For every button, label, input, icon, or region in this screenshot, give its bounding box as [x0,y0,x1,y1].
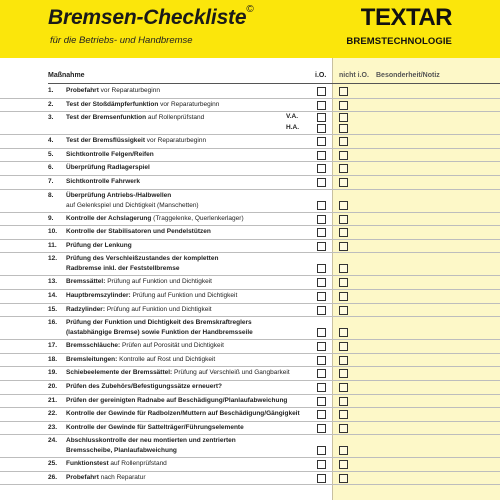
checklist-row [0,304,500,318]
checkbox-nio[interactable] [339,201,348,210]
row-text [66,291,306,301]
checklist-row [0,290,500,304]
row-number: 20. [48,382,58,390]
brand-logo: TEXTAR [360,4,452,31]
row-number: 17. [48,342,58,350]
row-number: 10. [48,228,58,236]
checkbox-nio[interactable] [339,178,348,187]
row-text-bold: Abschlusskontrolle der neu montierten und zentrierten [66,437,236,445]
checkbox-nio[interactable] [339,87,348,96]
checkbox-io[interactable] [317,292,326,301]
row-number: 18. [48,355,58,363]
checkbox-nio[interactable] [339,101,348,110]
row-text-bold: Probefahrt [66,473,99,481]
row-number: 24. [48,437,58,445]
checklist-row [0,381,500,395]
row-text-bold: Radzylinder: [66,305,106,313]
checkbox-nio[interactable] [339,474,348,483]
row-text-bold: Kontrolle der Gewinde für Sattelträger/Führungselemente [66,423,244,431]
checklist-row [0,162,500,176]
row-number: 25. [48,460,58,468]
row-text-bold: Prüfung der Lenkung [66,241,132,249]
row-text [66,396,306,406]
row-number: 12. [48,255,58,263]
checklist-row [0,395,500,409]
row-number: 3. [48,114,54,122]
row-text [66,191,306,211]
row-text-bold: Bremsleitungen: [66,355,118,363]
checklist-row [0,253,500,276]
checkbox-nio[interactable] [339,137,348,146]
checklist-row [0,176,500,190]
row-text-bold: Bremssättel: [66,278,106,286]
row-text-bold: Sichtkontrolle Fahrwerk [66,177,141,185]
row-number: 6. [48,164,54,172]
row-text [66,341,306,351]
checkbox-io[interactable] [317,446,326,455]
checklist-row [0,435,500,458]
checkbox-io[interactable] [317,242,326,251]
row-number: 13. [48,278,58,286]
row-number: 16. [48,319,58,327]
checkbox-nio[interactable] [339,424,348,433]
row-text-bold: Kontrolle der Achslagerung [66,214,152,222]
row-text-rest: (Traggelenke, Querlenkerlager) [151,214,244,222]
row-text-bold: Hauptbremszylinder: [66,291,131,299]
row-text-rest: Prüfung auf Funktion und Dichtigkeit [105,278,212,286]
checkbox-io[interactable] [317,228,326,237]
row-number: 2. [48,100,54,108]
checklist-row [0,99,500,113]
checkbox-nio[interactable] [339,164,348,173]
checklist-row [0,149,500,163]
checkbox-nio[interactable] [339,342,348,351]
checkbox-io[interactable] [317,113,326,122]
row-text [66,318,306,338]
column-header-nio: nicht i.O. [339,72,369,79]
row-text-rest: Prüfen auf Porosität und Dichtigkeit [120,342,224,350]
column-header-note: Besonderheit/Notiz [376,72,440,79]
row-text-line2: Radbremse inkl. der Feststellbremse [66,265,180,273]
row-text-rest: Prüfung auf Funktion und Dichtigkeit [130,291,238,299]
checkbox-io[interactable] [317,424,326,433]
row-text-bold: Prüfen des Zubehörs/Befestigungssätze erneuert? [66,382,223,390]
row-text-line2: Bremsscheibe, Planlaufabweichung [66,447,177,455]
checkbox-nio[interactable] [339,278,348,287]
checkbox-io[interactable] [317,460,326,469]
checkbox-io[interactable] [317,474,326,483]
row-number: 21. [48,396,58,404]
axle-label-front: V.A. [286,113,299,121]
row-number: 14. [48,291,58,299]
checklist-row [0,213,500,227]
header-banner [0,0,500,58]
checkbox-io[interactable] [317,124,326,133]
row-text [66,113,306,123]
row-number: 23. [48,423,58,431]
row-text [66,409,306,419]
checkbox-io[interactable] [317,137,326,146]
row-text [66,459,306,469]
checkbox-nio[interactable] [339,215,348,224]
checkbox-nio[interactable] [339,410,348,419]
row-text [66,436,306,456]
row-text [66,136,306,146]
checklist-row [0,190,500,213]
checkbox-nio[interactable] [339,113,348,122]
axle-label-rear: H.A. [286,124,299,132]
row-text-bold: Prüfung des Verschleißzustandes der kompletten [66,255,219,263]
checklist-row [0,276,500,290]
checkbox-io[interactable] [317,328,326,337]
row-text [66,241,306,251]
row-text-bold: Sichtkontrolle Felgen/Reifen [66,150,154,158]
checkbox-io[interactable] [317,306,326,315]
row-text-rest: vor Reparaturbeginn [158,100,220,108]
checklist-row [0,85,500,99]
checklist-row [0,340,500,354]
page-subtitle: für die Betriebs- und Handbremse [50,35,193,46]
checkbox-nio[interactable] [339,264,348,273]
checklist-row [0,458,500,472]
row-text-bold: Probefahrt [66,87,99,94]
row-text-rest: Prüfung auf Verschleiß und Gangbarkeit [172,369,290,377]
checklist-row [0,422,500,436]
checklist-row [0,135,500,149]
row-text-bold: Funktionstest [66,460,109,468]
row-text-bold: Kontrolle der Gewinde für Radbolzen/Muttern auf Beschädigung/Gängigkeit [66,410,300,418]
checklist-table [0,85,500,485]
row-text-rest: auf Rollenprüfstand [108,460,167,468]
checkbox-io[interactable] [317,356,326,365]
row-text-line2: auf Gelenkspiel und Dichtigkeit (Manschetten) [66,201,199,209]
row-number: 22. [48,410,58,418]
checkbox-io[interactable] [317,151,326,160]
checkbox-io[interactable] [317,101,326,110]
row-text-bold: Test der Bremsenfunktion [66,114,147,122]
row-text [66,177,306,187]
checklist-row [0,472,500,486]
row-text-bold: Bremsschläuche: [66,342,121,350]
checkbox-io[interactable] [317,397,326,406]
checkbox-io[interactable] [317,410,326,419]
row-text [66,305,306,315]
checkbox-io[interactable] [317,278,326,287]
row-text-bold: Überprüfung Radlagerspiel [66,164,150,172]
checklist-row [0,226,500,240]
checkbox-nio[interactable] [339,306,348,315]
brand-tagline: BREMSTECHNOLOGIE [346,36,452,47]
checkbox-io[interactable] [317,383,326,392]
row-number: 26. [48,473,58,481]
row-text [66,86,306,96]
checkbox-nio[interactable] [339,446,348,455]
checkbox-nio[interactable] [339,369,348,378]
row-text-rest: vor Reparaturbeginn [98,87,160,94]
row-text [66,150,306,160]
row-number: 8. [48,191,54,199]
row-text [66,473,306,483]
row-number: 19. [48,369,58,377]
row-text-bold: Prüfen der gereinigten Radnabe auf Beschädigung/Planlaufabweichung [66,396,288,404]
page-title: Bremsen-Checkliste© [48,4,254,29]
checklist-row [0,367,500,381]
row-text-rest: auf Rollenprüfstand [146,114,205,122]
checklist-row [0,112,500,135]
checklist-row [0,354,500,368]
checkbox-nio[interactable] [339,328,348,337]
checkbox-nio[interactable] [339,460,348,469]
checkbox-nio[interactable] [339,151,348,160]
row-text [66,214,306,224]
checkbox-io[interactable] [317,87,326,96]
checkbox-nio[interactable] [339,228,348,237]
checkbox-nio[interactable] [339,356,348,365]
checkbox-nio[interactable] [339,242,348,251]
checklist-row [0,240,500,254]
row-number: 7. [48,177,54,185]
checkbox-io[interactable] [317,164,326,173]
row-text [66,368,306,378]
checklist-row [0,317,500,340]
row-text-bold: Kontrolle der Stabilisatoren und Pendelstützen [66,228,211,236]
checklist-row [0,408,500,422]
checkbox-nio[interactable] [339,292,348,301]
checkbox-io[interactable] [317,264,326,273]
row-text-rest: Prüfung auf Funktion und Dichtigkeit [105,305,212,313]
row-text [66,277,306,287]
checkbox-io[interactable] [317,342,326,351]
row-text [66,100,306,110]
row-text-bold: Test der Bremsflüssigkeit [66,137,145,145]
row-number: 1. [48,87,54,94]
row-number: 5. [48,150,54,158]
row-number: 11. [48,241,57,249]
column-header-io: i.O. [315,72,327,79]
row-text-bold: Test der Stoßdämpferfunktion [66,100,159,108]
row-text [66,382,306,392]
row-text [66,254,306,274]
row-text-rest: Kontrolle auf Rost und Dichtigkeit [117,355,216,363]
checkbox-io[interactable] [317,178,326,187]
checkbox-io[interactable] [317,215,326,224]
checkbox-io[interactable] [317,201,326,210]
row-text-bold: Schiebeelemente der Bremssättel: [66,369,173,377]
column-header-measure: Maßnahme [48,72,85,79]
row-number: 4. [48,137,54,145]
row-text [66,355,306,365]
row-text [66,423,306,433]
row-text [66,163,306,173]
checkbox-nio[interactable] [339,124,348,133]
checkbox-nio[interactable] [339,383,348,392]
copyright-mark: © [246,4,254,15]
checkbox-io[interactable] [317,369,326,378]
checkbox-nio[interactable] [339,397,348,406]
row-text-bold: Prüfung der Funktion und Dichtigkeit des Bremskraftreglers [66,319,252,327]
row-number: 9. [48,214,54,222]
row-text-line2: (lastabhängige Bremse) sowie Funktion der Handbremsseile [66,329,253,337]
header-rule [48,83,500,84]
row-text-rest: nach Reparatur [98,473,146,481]
row-text [66,227,306,237]
row-text-rest: vor Reparaturbeginn [145,137,207,145]
row-text-bold: Überprüfung Antriebs-/Halbwellen [66,191,172,199]
row-number: 15. [48,305,58,313]
